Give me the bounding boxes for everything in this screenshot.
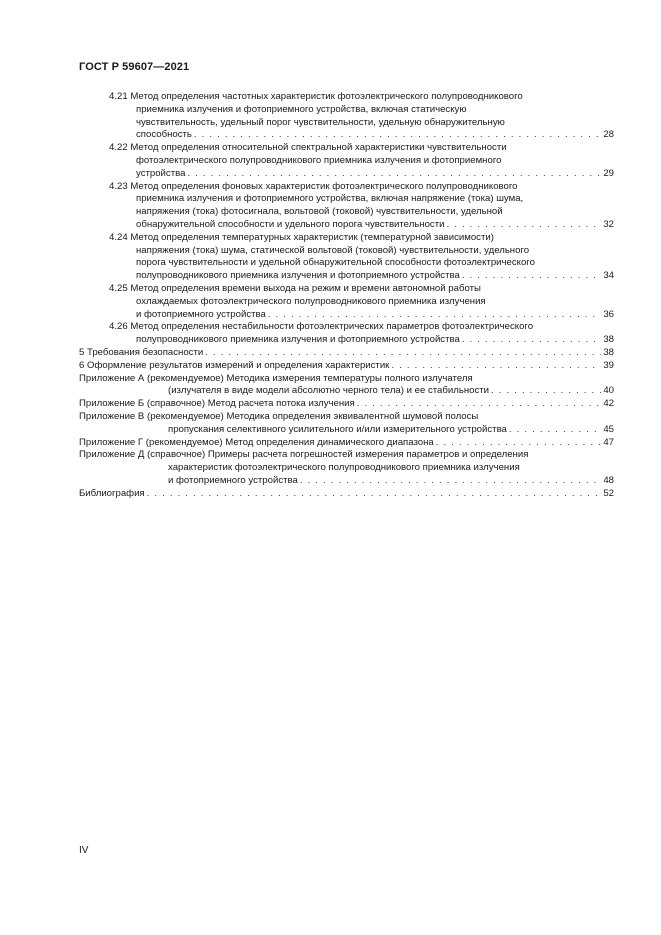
toc-leader-dots [147,488,602,501]
toc-entry-text: 4.26 Метод определения нестабильности фотоэлектрических параметров фотоэлектрического [109,321,534,333]
toc-entry-text: приемника излучения и фотоприемного устройства, включая статическую [136,103,467,115]
toc-page-number: 29 [603,167,614,179]
toc-entry[interactable] [79,398,614,411]
toc-entry-text: и фотоприемного устройства [168,474,298,486]
toc-page-number: 42 [603,398,614,410]
toc-leader-dots [446,219,601,232]
toc-entry-text: Приложение А (рекомендуемое) Методика измерения температуры полного излучателя [79,372,473,384]
toc-entry[interactable] [79,411,614,437]
toc-page-number: 28 [603,129,614,141]
toc-entry-text: порога чувствительности и удельной обнаружительной способности фотоэлектрического [136,257,535,269]
toc-entry-text: 4.22 Метод определения относительной спектральной характеристики чувствительности [109,142,507,154]
toc-entry-text: и фотоприемного устройства [136,308,266,320]
toc-entry-text: напряжения (тока) шума, статической вольтовой (токовой) чувствительности, удельного [136,244,530,256]
toc-page-number: 32 [603,218,614,230]
toc-page-number: 48 [603,474,614,486]
toc-leader-dots [205,347,601,360]
toc-entry-text: характеристик фотоэлектрического полупроводникового приемника излучения [168,462,520,474]
toc-leader-dots [436,437,602,450]
toc-leader-dots [268,309,601,322]
toc-entry-text: 4.21 Метод определения частотных характеристик фотоэлектрического полупроводникового [109,91,523,102]
toc-entry-text: 4.23 Метод определения фоновых характеристик фотоэлектрического полупроводникового [109,180,518,192]
toc-entry-text: Приложение В (рекомендуемое) Методика определения эквивалентной шумовой полосы [79,410,479,422]
toc-entry-text: полупроводникового приемника излучения и фотоприемного устройства [136,334,460,346]
toc-leader-dots [187,168,601,181]
toc-page-number: 47 [603,436,614,448]
toc-entry-text: Библиография [79,487,145,499]
toc-entry[interactable] [79,181,614,232]
toc-page-number: 34 [603,270,614,282]
toc-entry[interactable] [79,373,614,399]
toc-leader-dots [391,360,601,373]
toc-entry-text: (излучателя в виде модели абсолютно черного тела) и ее стабильности [168,385,490,397]
toc-entry[interactable] [79,232,614,283]
toc-page-number: 52 [603,487,614,499]
toc-leader-dots [357,398,602,411]
toc-page-number: 39 [603,359,614,371]
toc-entry-text: Приложение Г (рекомендуемое) Метод определения динамического диапазона [79,436,434,448]
toc-entry-text: 5 Требования безопасности [79,346,204,358]
toc-entry[interactable] [79,347,614,360]
toc-entry-text: пропускания селективного усилительного и/или измерительного устройства [168,423,507,435]
toc-leader-dots [300,475,601,488]
toc-entry-text: 6 Оформление результатов измерений и определения характеристик [79,359,390,371]
toc-entry-text: 4.24 Метод определения температурных характеристик (температурной зависимости) [109,231,494,243]
toc-entry-text: приемника излучения и фотоприемного устройства, включая напряжение (тока) шума, [136,193,524,205]
toc-entry[interactable] [79,142,614,180]
page-number: IV [79,845,89,856]
document-header: ГОСТ Р 59607—2021 [79,61,190,73]
toc-leader-dots [194,129,601,142]
toc-entry-text: способность [136,129,192,141]
toc-entry-text: Приложение Д (справочное) Примеры расчета погрешностей измерения параметров и определения [79,449,529,461]
toc-entry-text: чувствительность, удельный порог чувствительности, удельную обнаружительную [136,116,505,128]
toc-page-number: 38 [603,346,614,358]
table-of-contents [79,91,614,501]
toc-page-number: 45 [603,423,614,435]
toc-page-number: 38 [603,334,614,346]
toc-leader-dots [462,334,602,347]
toc-entry[interactable] [79,437,614,450]
toc-entry[interactable] [79,449,614,487]
toc-leader-dots [462,270,602,283]
toc-entry[interactable] [79,283,614,321]
toc-entry-text: 4.25 Метод определения времени выхода на режим и времени автономной работы [109,282,481,294]
toc-entry-text: полупроводникового приемника излучения и фотоприемного устройства [136,270,460,282]
toc-entry-text: охлаждаемых фотоэлектрического полупроводникового приемника излучения [136,295,486,307]
toc-leader-dots [509,424,601,437]
toc-entry-text: фотоэлектрического полупроводникового приемника излучения и фотоприемного [136,154,502,166]
toc-entry[interactable] [79,360,614,373]
toc-leader-dots [491,385,601,398]
toc-page-number: 36 [603,308,614,320]
toc-entry-text: Приложение Б (справочное) Метод расчета потока излучения [79,398,355,410]
toc-entry[interactable] [79,488,614,501]
toc-entry[interactable] [79,321,614,347]
toc-entry-text: напряжения (тока) фотосигнала, вольтовой (токовой) чувствительности, удельной [136,206,503,218]
toc-entry-text: обнаружительной способности и удельного порога чувствительности [136,218,445,230]
toc-entry-text: устройства [136,167,186,179]
toc-entry[interactable] [79,91,614,142]
toc-page-number: 40 [603,385,614,397]
